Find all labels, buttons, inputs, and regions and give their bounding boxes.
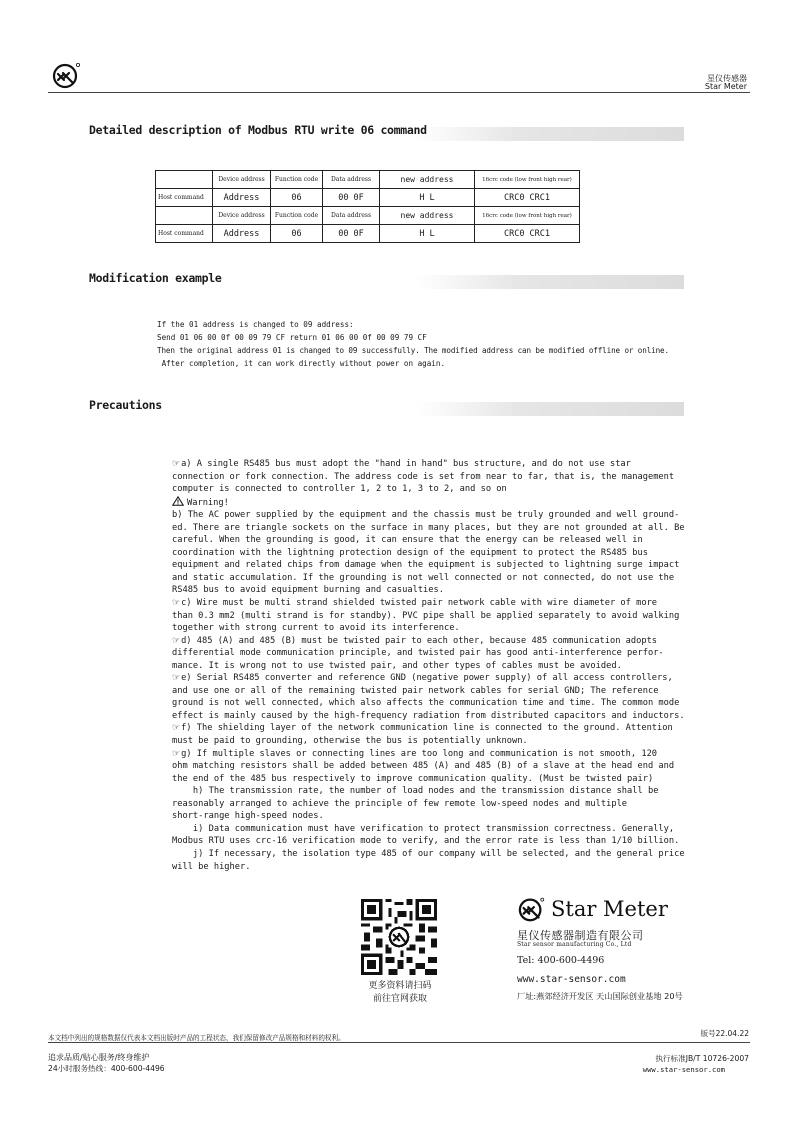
table-row [156,225,580,243]
precaution-line: RS485 bus to avoid equipment burning and casualties. [172,585,444,596]
disclaimer: 本文档中列出的规格数据仅代表本文档出版时产品的工程状态，我们保留修改产品规格和材料的权利。 [48,1034,345,1042]
precaution-line: and use one or all of the remaining twisted pair network cables for serial GND; The reference [172,685,659,696]
precaution-line: than 0.3 mm2 (multi strand is for standby). PVC pipe shall be applied separately to avoid walking [172,610,680,621]
table-cell: Address [213,189,271,207]
table-cell [156,207,213,225]
precaution-line: a) A single RS485 bus must adopt the "hand in hand" bus structure, and do not use star [181,459,631,469]
table-cell: H L [380,225,475,243]
pointing-hand-icon: ☞ [172,459,181,469]
table-cell: Device address [213,171,271,189]
precaution-line: j) If necessary, the isolation type 485 of our company will be selected, and the general price [172,848,685,859]
table-cell: Data address [323,207,380,225]
table-cell: Host command [156,225,213,243]
table-cell: Device address [213,207,271,225]
pointing-hand-icon: ☞ [172,723,181,734]
company-name-en: Star sensor manufacturing Co., Ltd [517,941,632,948]
precaution-line: h) The transmission rate, the number of load nodes and the transmission distance shall be [172,786,659,797]
example-line: If the 01 address is changed to 09 address: [157,320,354,329]
precaution-line: g) If multiple slaves or connecting lines are too long and communication is not smooth, 120 [181,748,658,759]
table-cell: Address [213,225,271,243]
precaution-line: computer is connected to controller 1, 2 to 1, 3 to 2, and so on [172,484,507,495]
table-cell: new address [380,207,475,225]
table-cell: new address [380,171,475,189]
table-cell: H L [380,189,475,207]
telephone: Tel: 400-600-4496 [517,955,605,966]
precaution-line: together with strong current to avoid its interference. [172,623,460,634]
precaution-line: reasonably arranged to achieve the principle of few remote low-speed nodes and multiple [172,798,628,809]
header-brand-cn: 星仪传感器 [707,74,747,83]
table-row [156,189,580,207]
precaution-line: f) The shielding layer of the network communication line is connected to the ground. Attention [181,723,673,734]
pointing-hand-icon: ☞ [172,673,181,684]
qr-code-icon [361,899,437,975]
factory-address: 厂址:燕郊经济开发区 天山国际创业基地 20号 [517,991,683,1001]
precaution-line: connection or fork connection. The address code is set from near to far, that is, the management [172,471,675,482]
pointing-hand-icon: ☞ [172,748,181,759]
precaution-line: short-range high-speed nodes. [172,811,324,822]
company-name-cn: 星仪传感器制造有限公司 [517,929,644,942]
precaution-line: Modbus RTU uses crc-16 verification mode to verify, and the error rate is less than 1/10 billion. [172,836,680,847]
example-line: After completion, it can work directly without power on again. [157,359,446,368]
precaution-line: b) The AC power supplied by the equipment and the chassis must be truly grounded and well ground- [172,510,680,521]
table-cell: 00 0F [323,189,380,207]
command-table [155,170,580,243]
table-cell: 16crc code (low front high rear) [475,207,580,225]
table-cell: Data address [323,171,380,189]
execution-standard: 执行标准JB/T 10726-2007 [655,1054,749,1063]
header-brand-en: Star Meter [704,82,747,91]
footer-divider [48,1042,750,1043]
precaution-line: Warning! [187,497,229,508]
precaution-line: ed. There are triangle sockets on the surface in many places, but they are not grounded at all. Be [172,522,685,533]
precaution-line: ohm matching resistors shall be added between 485 (A) and 485 (B) of a slave at the head end and [172,761,675,772]
section-title-modification: Modification example [89,271,222,285]
precaution-line: coordination with the lightning protection design of the equipment to protect the RS485 bus [172,547,648,558]
table-row [156,207,580,225]
table-cell: CRC0 CRC1 [475,225,580,243]
table-cell: 00 0F [323,225,380,243]
precautions-text [172,458,686,873]
precaution-line: c) Wire must be multi strand shielded twisted pair network cable with wire diameter of more [181,598,658,609]
qr-caption: 前往官网获取 [372,994,427,1004]
table-cell: CRC0 CRC1 [475,189,580,207]
star-meter-logo-icon [50,60,84,90]
warning-icon [172,496,184,506]
brand-name: Star Meter [551,897,668,921]
precaution-line: mance. It is wrong not to use twisted pair, and other types of cables must be avoided. [172,660,622,671]
precaution-line: careful. When the grounding is good, it can ensure that the energy can be released well in [172,535,643,546]
table-row [156,171,580,189]
service-slogan: 追求品质/贴心服务/终身维护 [48,1053,150,1062]
table-cell: 16crc code (low front high rear) [475,171,580,189]
table-cell [156,171,213,189]
table-cell: Host command [156,189,213,207]
table-cell: Function code [271,207,323,225]
table-cell: Function code [271,171,323,189]
precaution-line: i) Data communication must have verification to protect transmission correctness. Generally, [172,823,675,834]
precaution-line: will be higher. [172,861,251,872]
precaution-line: effect is mainly caused by the high-frequency radiation from distributed capacitors and inductors. [172,710,685,721]
service-hotline: 24小时服务热线：400-600-4496 [48,1064,165,1073]
precaution-line: the end of the 485 bus respectively to improve communication quality. (Must be twisted pair) [172,773,654,784]
precaution-line: differential mode communication principle, and twisted pair has good anti-interference perfor- [172,648,664,659]
precaution-line: and static accumulation. If the grounding is not well connected or not connected, do not use the [172,572,675,583]
precaution-line: ground is not well connected, which also affects the communication time and time. The common mode [172,698,680,709]
footer-website-link[interactable]: www.star-sensor.com [642,1065,725,1074]
header-divider [48,92,750,93]
version-number: 版号22.04.22 [700,1029,749,1038]
section-title-write06: Detailed description of Modbus RTU write 06 command [89,123,427,137]
website-link[interactable]: www.star-sensor.com [517,974,626,985]
table-cell: 06 [271,189,323,207]
example-line: Then the original address 01 is changed to 09 successfully. The modified address can be modified offline or online. [157,346,669,355]
table-cell: 06 [271,225,323,243]
section-title-precautions: Precautions [89,398,162,412]
precaution-line: d) 485 (A) and 485 (B) must be twisted pair to each other, because 485 communication adopts [181,635,658,646]
pointing-hand-icon: ☞ [172,635,181,646]
precaution-line: must be paid to grounding, otherwise the bus is potentially unknown. [172,736,528,747]
star-meter-logo-icon [516,895,548,923]
qr-caption: 更多资料请扫码 [368,981,432,991]
section-heading-bar [88,402,684,416]
pointing-hand-icon: ☞ [172,598,181,609]
precaution-line: e) Serial RS485 converter and reference GND (negative power supply) of all access controllers, [181,673,673,684]
precaution-line: equipment and related chips from damage when the equipment is subjected to lightning surge impact [172,560,680,571]
example-line: Send 01 06 00 0f 00 09 79 CF return 01 06 00 0f 00 09 79 CF [157,333,427,342]
